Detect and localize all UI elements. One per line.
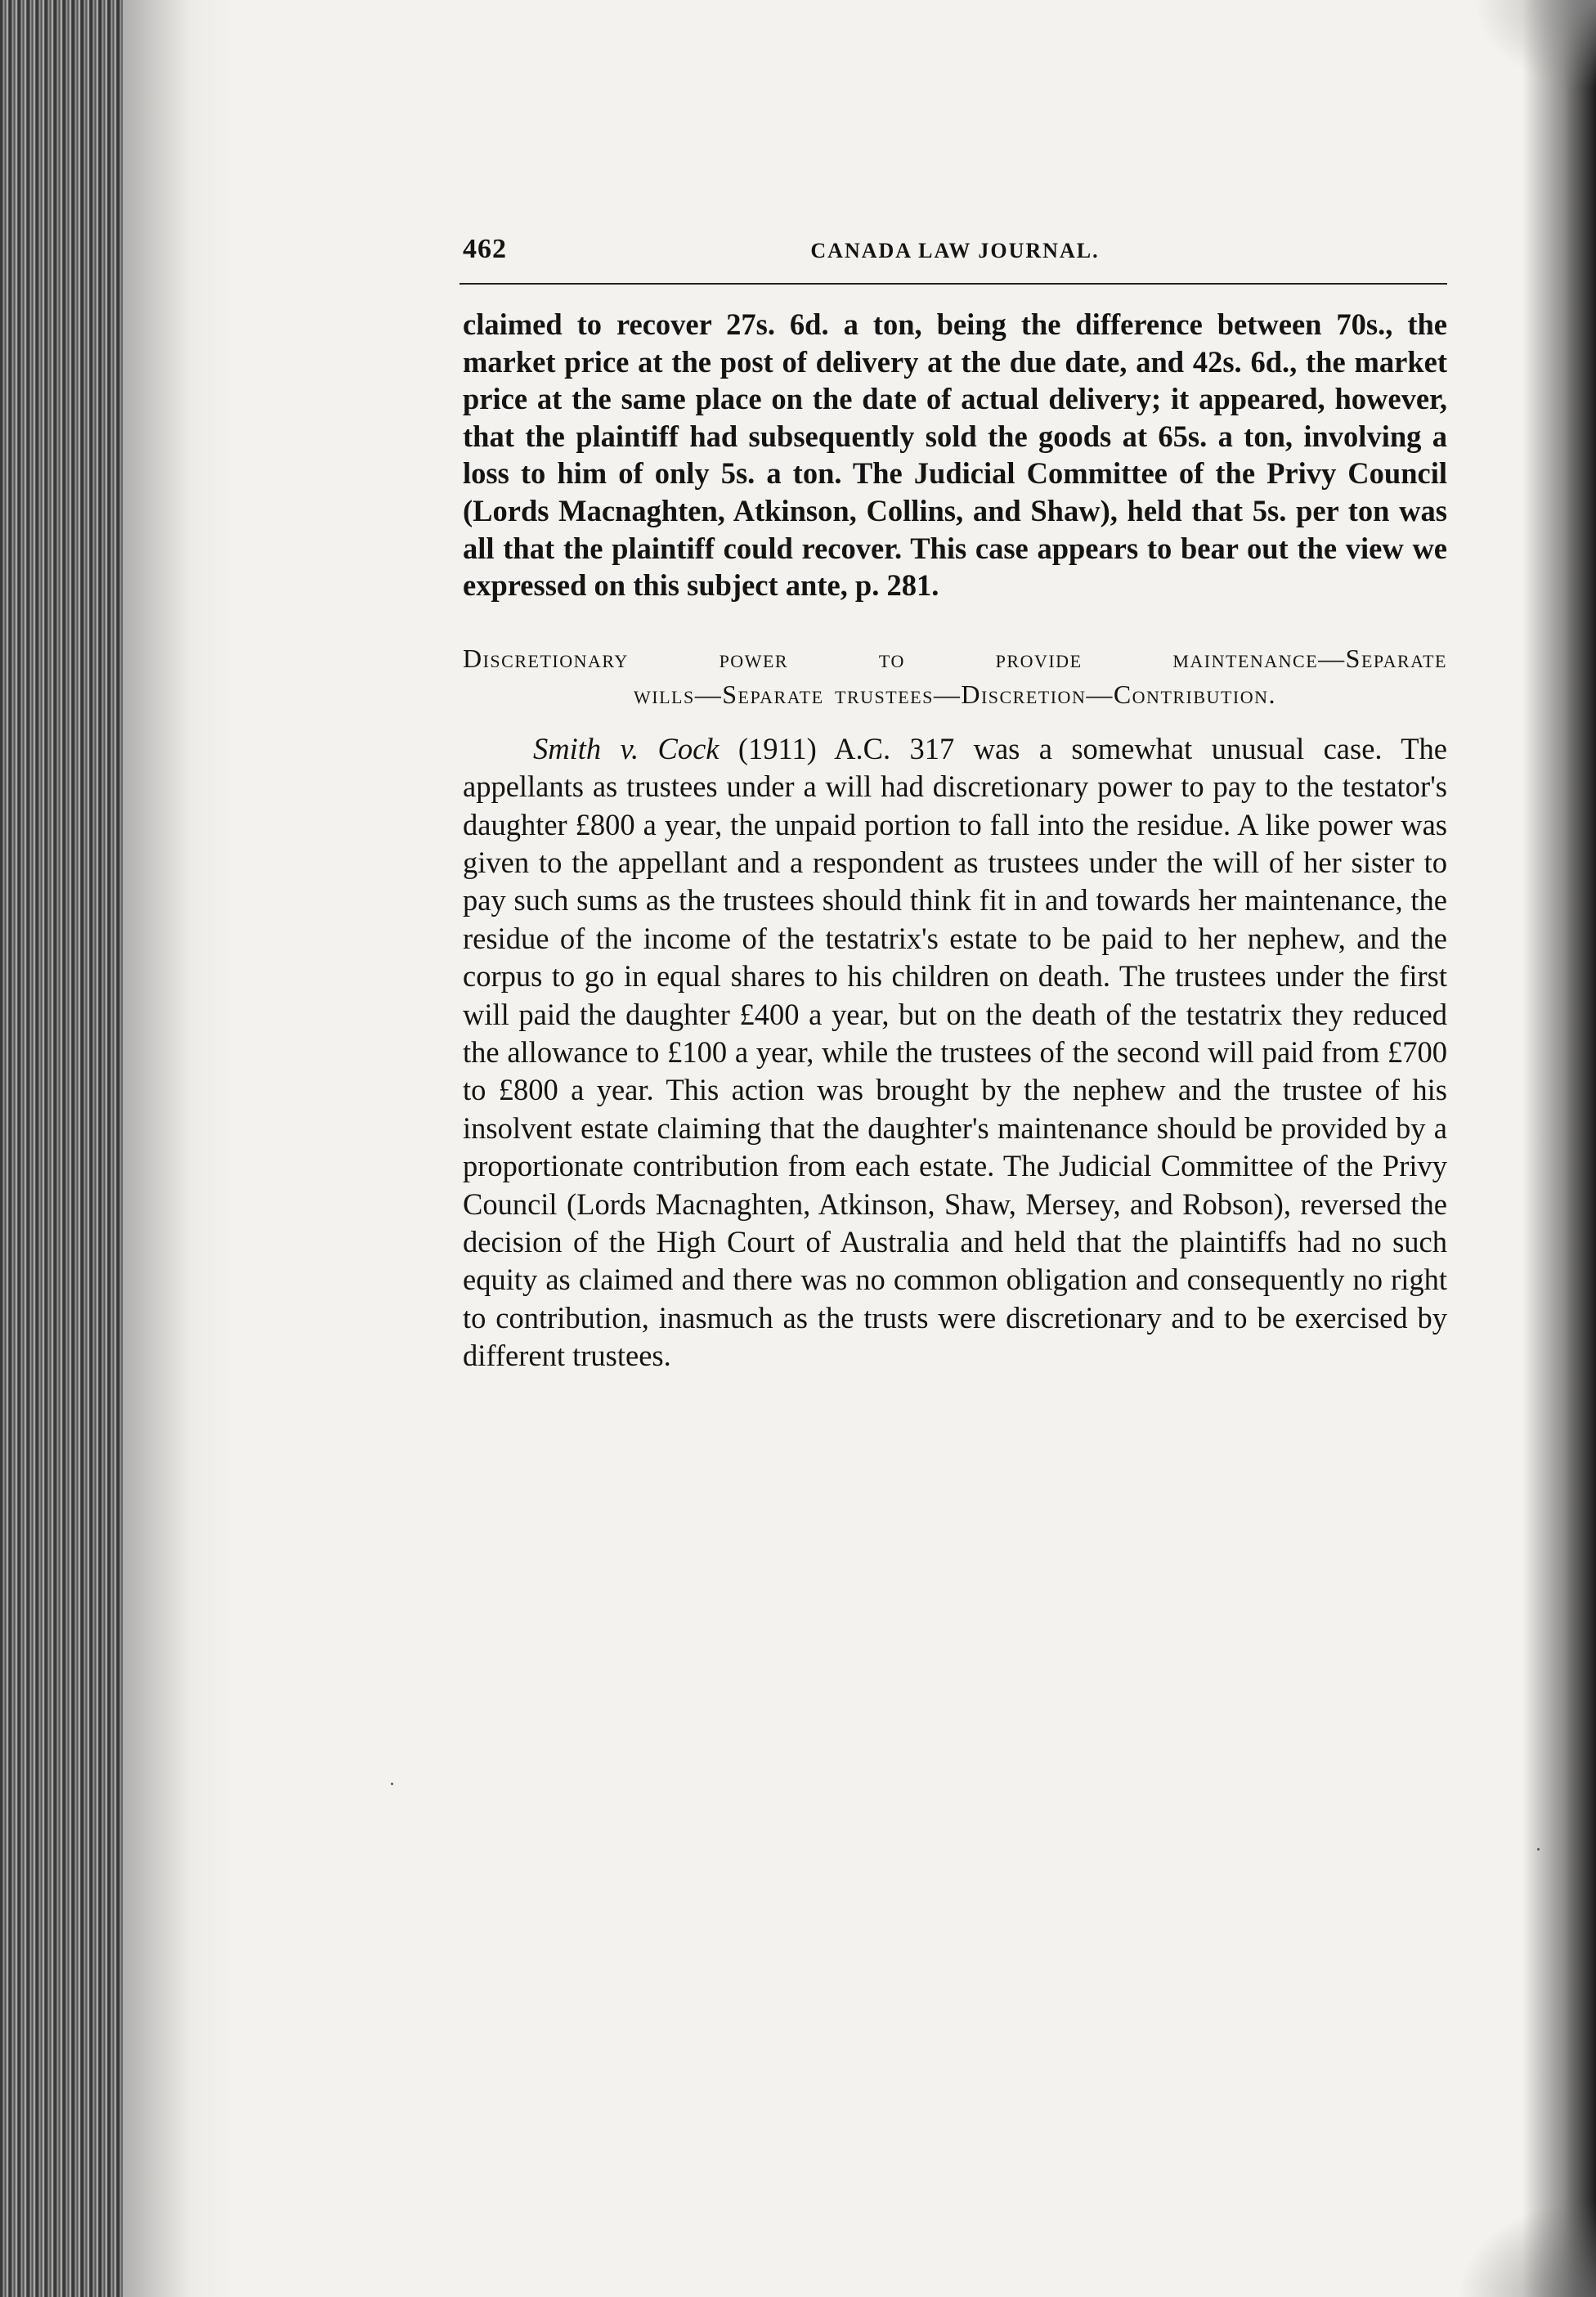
section-heading-line-2: wills—Separate trustees—Discretion—Contribution. bbox=[634, 679, 1276, 709]
corner-smudge-bottom bbox=[1457, 2199, 1596, 2297]
header-rule bbox=[460, 283, 1447, 285]
page-edge-shadow bbox=[1522, 0, 1596, 2297]
case-paragraph bbox=[463, 730, 1447, 1375]
print-speck bbox=[391, 1783, 393, 1785]
section-heading-line-1: Discretionary power to provide maintenance—Separate bbox=[463, 643, 1447, 673]
book-binding-shadow bbox=[0, 0, 123, 2297]
corner-smudge-top bbox=[1473, 0, 1596, 90]
journal-title: CANADA LAW JOURNAL. bbox=[810, 239, 1100, 262]
case-name: Smith v. Cock bbox=[533, 731, 720, 765]
page-number: 462 bbox=[463, 234, 507, 264]
print-speck bbox=[1537, 1848, 1540, 1851]
journal-page bbox=[463, 229, 1447, 1375]
section-heading bbox=[463, 640, 1447, 712]
case-paragraph-body: (1911) A.C. 317 was a somewhat unusual case. The appellants as trustees under a will had discretionary power to pay to the testator's daughter £800 a year, the unpaid portion to fall into the residue. A like power was given to the appellant and a respondent as trustees under the will of her sister to pay such sums as the trustees should think fit in and towards her maintenance, the residue of the income of the testatrix's estate to be paid to her nephew, and the corpus to go in equal shares to his children on death. The trustees under the first will paid the daughter £400 a year, but on the death of the testatrix they reduced the allowance to £100 a year, while the trustees of the second will paid from £700 to £800 a year. This action was brought by the nephew and the trustee of his insolvent estate claiming that the daughter's maintenance should be provided by a proportionate contribution from each estate. The Judicial Committee of the Privy Council (Lords Macnaghten, Atkinson, Shaw, Mersey, and Robson), reversed the decision of the High Court of Australia and held that the plaintiffs had no such equity as claimed and there was no common obligation and consequently no right to contribution, inasmuch as the trusts were discretionary and to be exercised by different trustees. bbox=[463, 731, 1447, 1373]
running-head bbox=[463, 229, 1447, 278]
binding-fade bbox=[123, 0, 237, 2297]
paragraph-continued: claimed to recover 27s. 6d. a ton, being the difference between 70s., the market price at the post of delivery at the due date, and 42s. 6d., the market price at the same place on the date of actual delivery; it appeared, however, that the plaintiff had subsequently sold the goods at 65s. a ton, involving a loss to him of only 5s. a ton. The Judicial Committee of the Privy Council (Lords Macnaghten, Atkinson, Collins, and Shaw), held that 5s. per ton was all that the plaintiff could recover. This case appears to bear out the view we expressed on this subject ante, p. 281. bbox=[463, 307, 1447, 603]
